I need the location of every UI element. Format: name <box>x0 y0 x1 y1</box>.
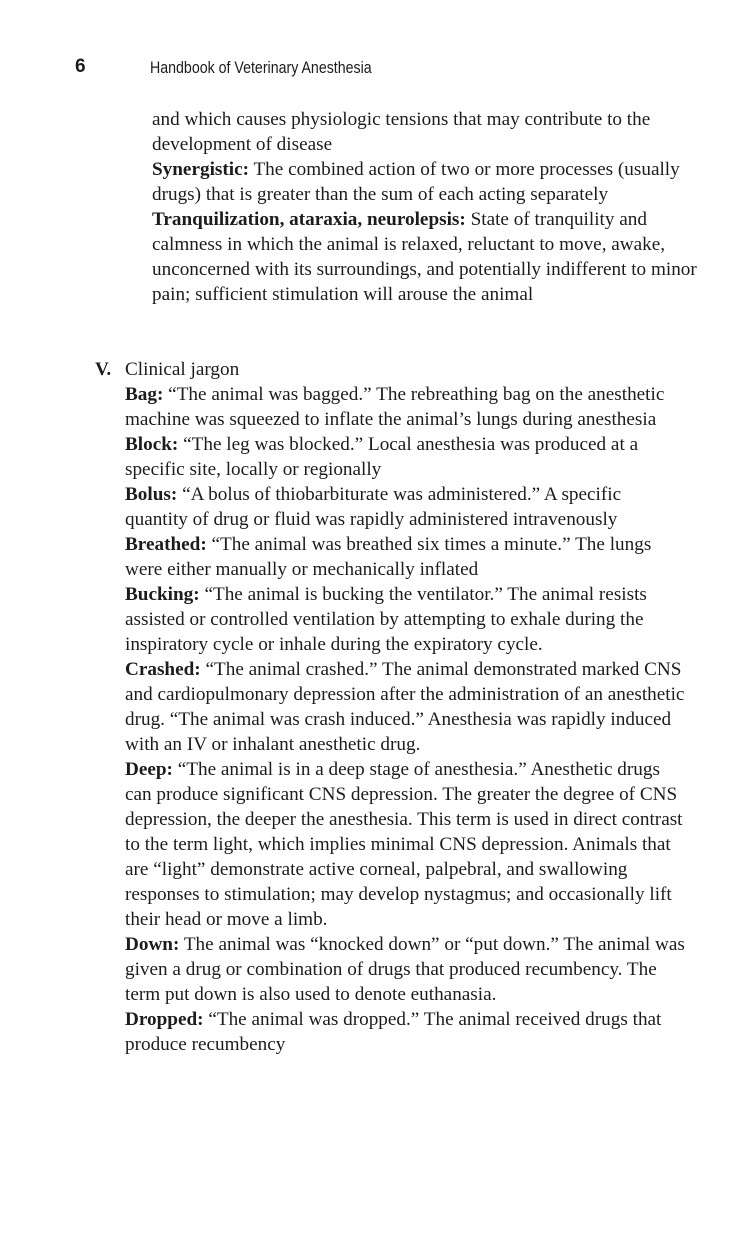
jargon-entry-down <box>125 932 685 1007</box>
jargon-entry-block <box>125 432 685 482</box>
jargon-entry-dropped <box>125 1007 685 1057</box>
jargon-definition: “The animal crashed.” The animal demonstrated marked CNS and cardiopulmonary depression after the administration of an anesthetic drug. “The animal was crash induced.” Anesthesia was rapidly induced with an IV or inhalant anesthetic drug. <box>125 659 685 755</box>
jargon-definition: “The animal was dropped.” The animal received drugs that produce recumbency <box>125 1009 662 1055</box>
jargon-term: Crashed: <box>125 659 201 680</box>
definition-entry-tranquilization <box>152 207 712 307</box>
jargon-entry-bolus <box>125 482 685 532</box>
running-head: Handbook of Veterinary Anesthesia <box>150 59 372 77</box>
section-title: Clinical jargon <box>125 359 240 380</box>
jargon-term: Block: <box>125 434 179 455</box>
jargon-definition: “The animal was breathed six times a minute.” The lungs were either manually or mechanically inflated <box>125 534 652 580</box>
jargon-definition: “The leg was blocked.” Local anesthesia was produced at a specific site, locally or regionally <box>125 434 639 480</box>
jargon-definition: “A bolus of thiobarbiturate was administered.” A specific quantity of drug or fluid was rapidly administered intravenously <box>125 484 622 530</box>
jargon-term: Down: <box>125 934 180 955</box>
jargon-term: Bolus: <box>125 484 178 505</box>
jargon-entry-crashed <box>125 657 685 757</box>
section-clinical-jargon <box>95 357 695 1057</box>
jargon-entry-bucking <box>125 582 685 657</box>
definition-term: Tranquilization, ataraxia, neurolepsis: <box>152 209 466 230</box>
jargon-term: Breathed: <box>125 534 207 555</box>
jargon-definition: “The animal is in a deep stage of anesthesia.” Anesthetic drugs can produce significant CNS depression. The greater the degree of CNS depression, the deeper the anesthesia. This term is used in direct contrast to the term light, which implies minimal CNS depression. Animals that are “light” demonstrate active corneal, palpebral, and swallowing responses to stimulation; may develop nystagmus; and occasionally lift their head or move a limb. <box>125 759 683 930</box>
jargon-term: Dropped: <box>125 1009 204 1030</box>
page-number: 6 <box>75 56 86 77</box>
jargon-definition: “The animal was bagged.” The rebreathing bag on the anesthetic machine was squeezed to inflate the animal’s lungs during anesthesia <box>125 384 665 430</box>
jargon-entry-deep <box>125 757 685 932</box>
definition-entry-synergistic <box>152 157 712 207</box>
jargon-term: Bag: <box>125 384 164 405</box>
section-numeral: V. <box>95 359 112 380</box>
jargon-entries <box>125 382 685 1057</box>
jargon-definition: “The animal is bucking the ventilator.” The animal resists assisted or controlled ventilation by attempting to exhale during the inspiratory cycle or inhale during the expiratory cycle. <box>125 584 647 655</box>
jargon-entry-bag <box>125 382 685 432</box>
continued-definitions <box>152 107 712 307</box>
section-heading <box>95 357 695 382</box>
definition-term: Synergistic: <box>152 159 249 180</box>
definition-text: State of tranquility and calmness in which the animal is relaxed, reluctant to move, awake, unconcerned with its surroundings, and potentially indifferent to minor pain; sufficient stimulation will arouse the animal <box>152 209 697 305</box>
jargon-term: Deep: <box>125 759 173 780</box>
jargon-entry-breathed <box>125 532 685 582</box>
definition-text: The combined action of two or more processes (usually drugs) that is greater than the sum of each acting separately <box>152 159 680 205</box>
jargon-definition: The animal was “knocked down” or “put down.” The animal was given a drug or combination of drugs that produced recumbency. The term put down is also used to denote euthanasia. <box>125 934 685 1005</box>
continuation-text: and which causes physiologic tensions that may contribute to the development of disease <box>152 109 651 155</box>
jargon-term: Bucking: <box>125 584 200 605</box>
